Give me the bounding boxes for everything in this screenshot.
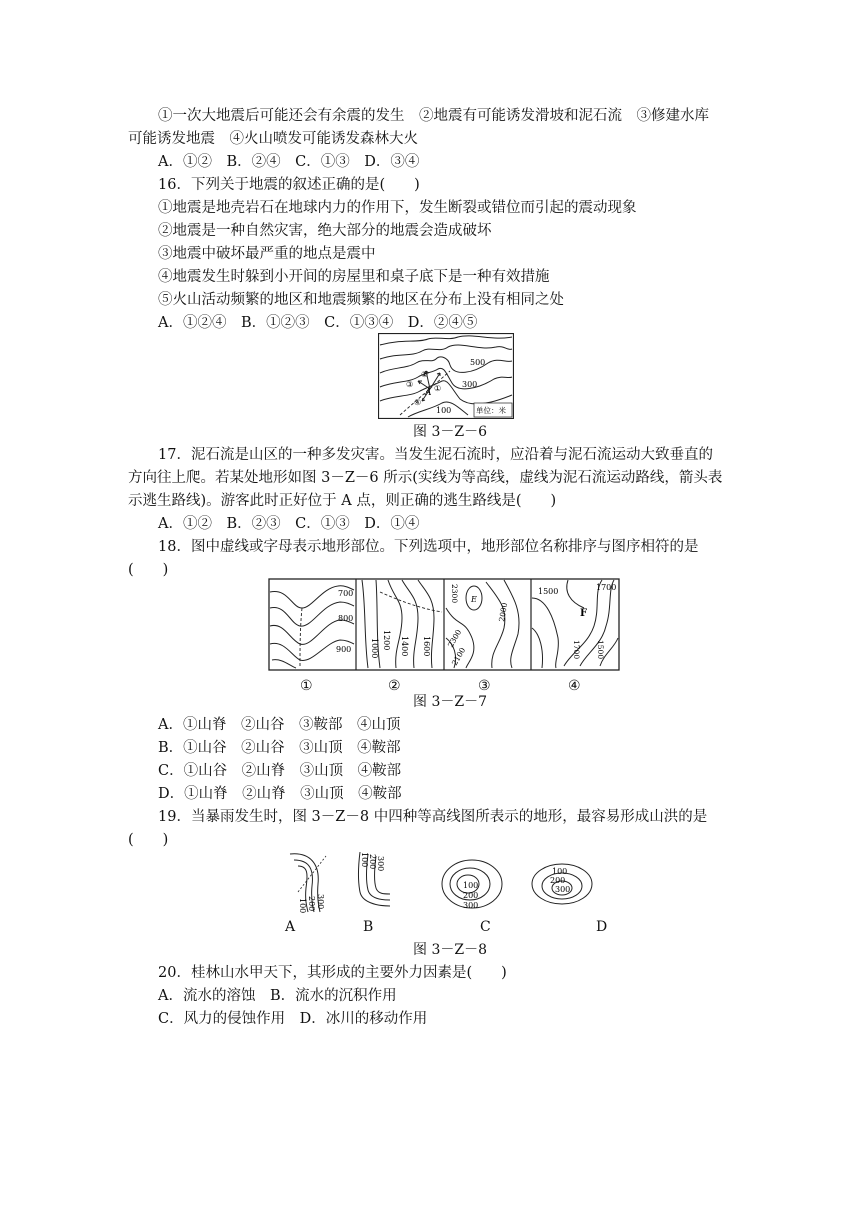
figure-3-z-8-caption: 图 3－Z－8 [413,942,487,958]
q17-options: A．①② B．②③ C．①③ D．①④ [158,516,420,532]
q18-line-1: 18．图中虚线或字母表示地形部位。下列选项中，地形部位名称排序与图序相符的是 [158,539,699,555]
fig7-p3-label-2300b: 2300 [445,627,464,649]
fig7-panel-2-label: ② [388,678,401,694]
q16-statement-3: ③地震中破坏最严重的地点是震中 [158,246,376,262]
fig6-unit: 单位：米 [476,406,506,415]
q15-options: A．①② B．②④ C．①③ D．③④ [158,154,420,170]
q15-line-2: 可能诱发地震 ④火山喷发可能诱发森林大火 [128,131,418,147]
fig8-a-label-300: 300 [316,894,325,910]
figure-3-z-6-caption: 图 3－Z－6 [413,424,487,440]
q16-statement-1: ①地震是地壳岩石在地球内力的作用下，发生断裂或错位而引起的震动现象 [158,200,637,216]
q17-line-1: 17．泥石流是山区的一种多发灾害。当发生泥石流时，应沿着与泥石流运动大致垂直的 [158,447,713,463]
fig7-panel-1-label: ① [300,678,313,694]
fig8-c-label-100: 100 [463,881,479,890]
q18-option-c: C．①山谷 ②山脊 ③山顶 ④鞍部 [158,763,402,779]
q19-line-1: 19．当暴雨发生时，图 3－Z－8 中四种等高线图所表示的地形，最容易形成山洪的是 [158,809,708,825]
fig7-p2-label-1400: 1400 [400,636,409,657]
q19-line-2: ( ) [128,832,169,848]
q16-statement-5: ⑤火山活动频繁的地区和地震频繁的地区在分布上没有相同之处 [158,292,564,308]
fig7-panel-4-label: ④ [568,678,581,694]
fig7-p2-label-1000: 1000 [370,638,379,659]
fig8-label-c: C [480,919,491,935]
fig6-label-500: 500 [470,358,486,367]
fig7-p3-label-2300a: 2300 [450,584,459,604]
fig7-p4-label-1700b: 1700 [572,640,581,660]
fig8-b-label-200: 200 [368,854,377,870]
fig8-label-d: D [596,919,608,935]
fig7-panel-3-label: ③ [478,678,491,694]
fig7-p2-label-1600: 1600 [422,636,431,657]
fig7-p4-label-1500b: 1500 [596,640,605,660]
figure-3-z-6-contour-map [378,333,514,419]
fig6-route-1: ① [434,384,442,393]
fig6-label-100: 100 [436,406,452,415]
fig8-label-b: B [363,919,374,935]
fig8-label-a: A [285,919,296,935]
q16-statement-2: ②地震是一种自然灾害，绝大部分的地震会造成破坏 [158,223,492,239]
fig6-route-2: ② [421,370,429,379]
fig7-p4-label-f: F [580,608,588,619]
fig8-c-label-300: 300 [463,901,479,910]
q20-stem: 20．桂林山水甲天下，其形成的主要外力因素是( ) [158,965,507,981]
fig7-p4-label-1500a: 1500 [538,587,559,596]
fig8-d-label-100: 100 [552,867,568,876]
figure-3-z-7-caption: 图 3－Z－7 [413,694,487,710]
fig7-p1-label-700: 700 [338,589,354,598]
fig7-p1-label-800: 800 [338,614,354,623]
q18-option-d: D．①山脊 ②山脊 ③山顶 ④鞍部 [158,786,402,802]
q18-line-2: ( ) [128,562,169,578]
q18-option-b: B．①山谷 ②山谷 ③山顶 ④鞍部 [158,740,401,756]
fig8-c-label-200: 200 [463,891,479,900]
q20-options-cd: C．风力的侵蚀作用 D．冰川的移动作用 [158,1011,428,1027]
fig8-d-label-200: 200 [550,876,566,885]
fig7-p1-label-900: 900 [336,645,352,654]
fig7-p3-label-2000: 2000 [497,601,510,623]
q16-statement-4: ④地震发生时躲到小开间的房屋里和桌子底下是一种有效措施 [158,269,550,285]
fig7-p3-label-e: E [471,595,477,604]
figure-3-z-8-contour-shapes [280,848,610,918]
q16-stem: 16．下列关于地震的叙述正确的是( ) [158,177,420,193]
fig8-a-label-100: 100 [298,898,307,914]
q17-line-3: 示逃生路线)。游客此时正好位于 A 点，则正确的逃生路线是( ) [128,493,557,509]
fig7-p3-label-2100: 2100 [449,645,468,667]
q18-option-a: A．①山脊 ②山谷 ③鞍部 ④山顶 [158,717,401,733]
fig8-b-label-300: 300 [376,856,385,872]
q17-line-2: 方向往上爬。若某处地形如图 3－Z－6 所示(实线为等高线，虚线为泥石流运动路线，箭头表 [128,470,723,486]
fig8-d-label-300: 300 [555,885,571,894]
fig6-route-4: ④ [414,398,422,407]
fig8-b-label-100: 100 [360,852,369,868]
fig6-route-3: ③ [406,380,414,389]
fig6-point-a: A [425,388,432,398]
figure-3-z-7-contour-panels [268,578,620,672]
fig7-p4-label-1700a: 1700 [596,583,617,592]
fig8-a-label-200: 200 [307,896,316,912]
q15-line-1: ①一次大地震后可能还会有余震的发生 ②地震有可能诱发滑坡和泥石流 ③修建水库 [158,108,709,124]
q16-options: A．①②④ B．①②③ C．①③④ D．②④⑤ [158,315,478,331]
q20-options-ab: A．流水的溶蚀 B．流水的沉积作用 [158,988,397,1004]
fig6-label-300: 300 [462,380,478,389]
fig7-p2-label-1200: 1200 [382,630,391,651]
